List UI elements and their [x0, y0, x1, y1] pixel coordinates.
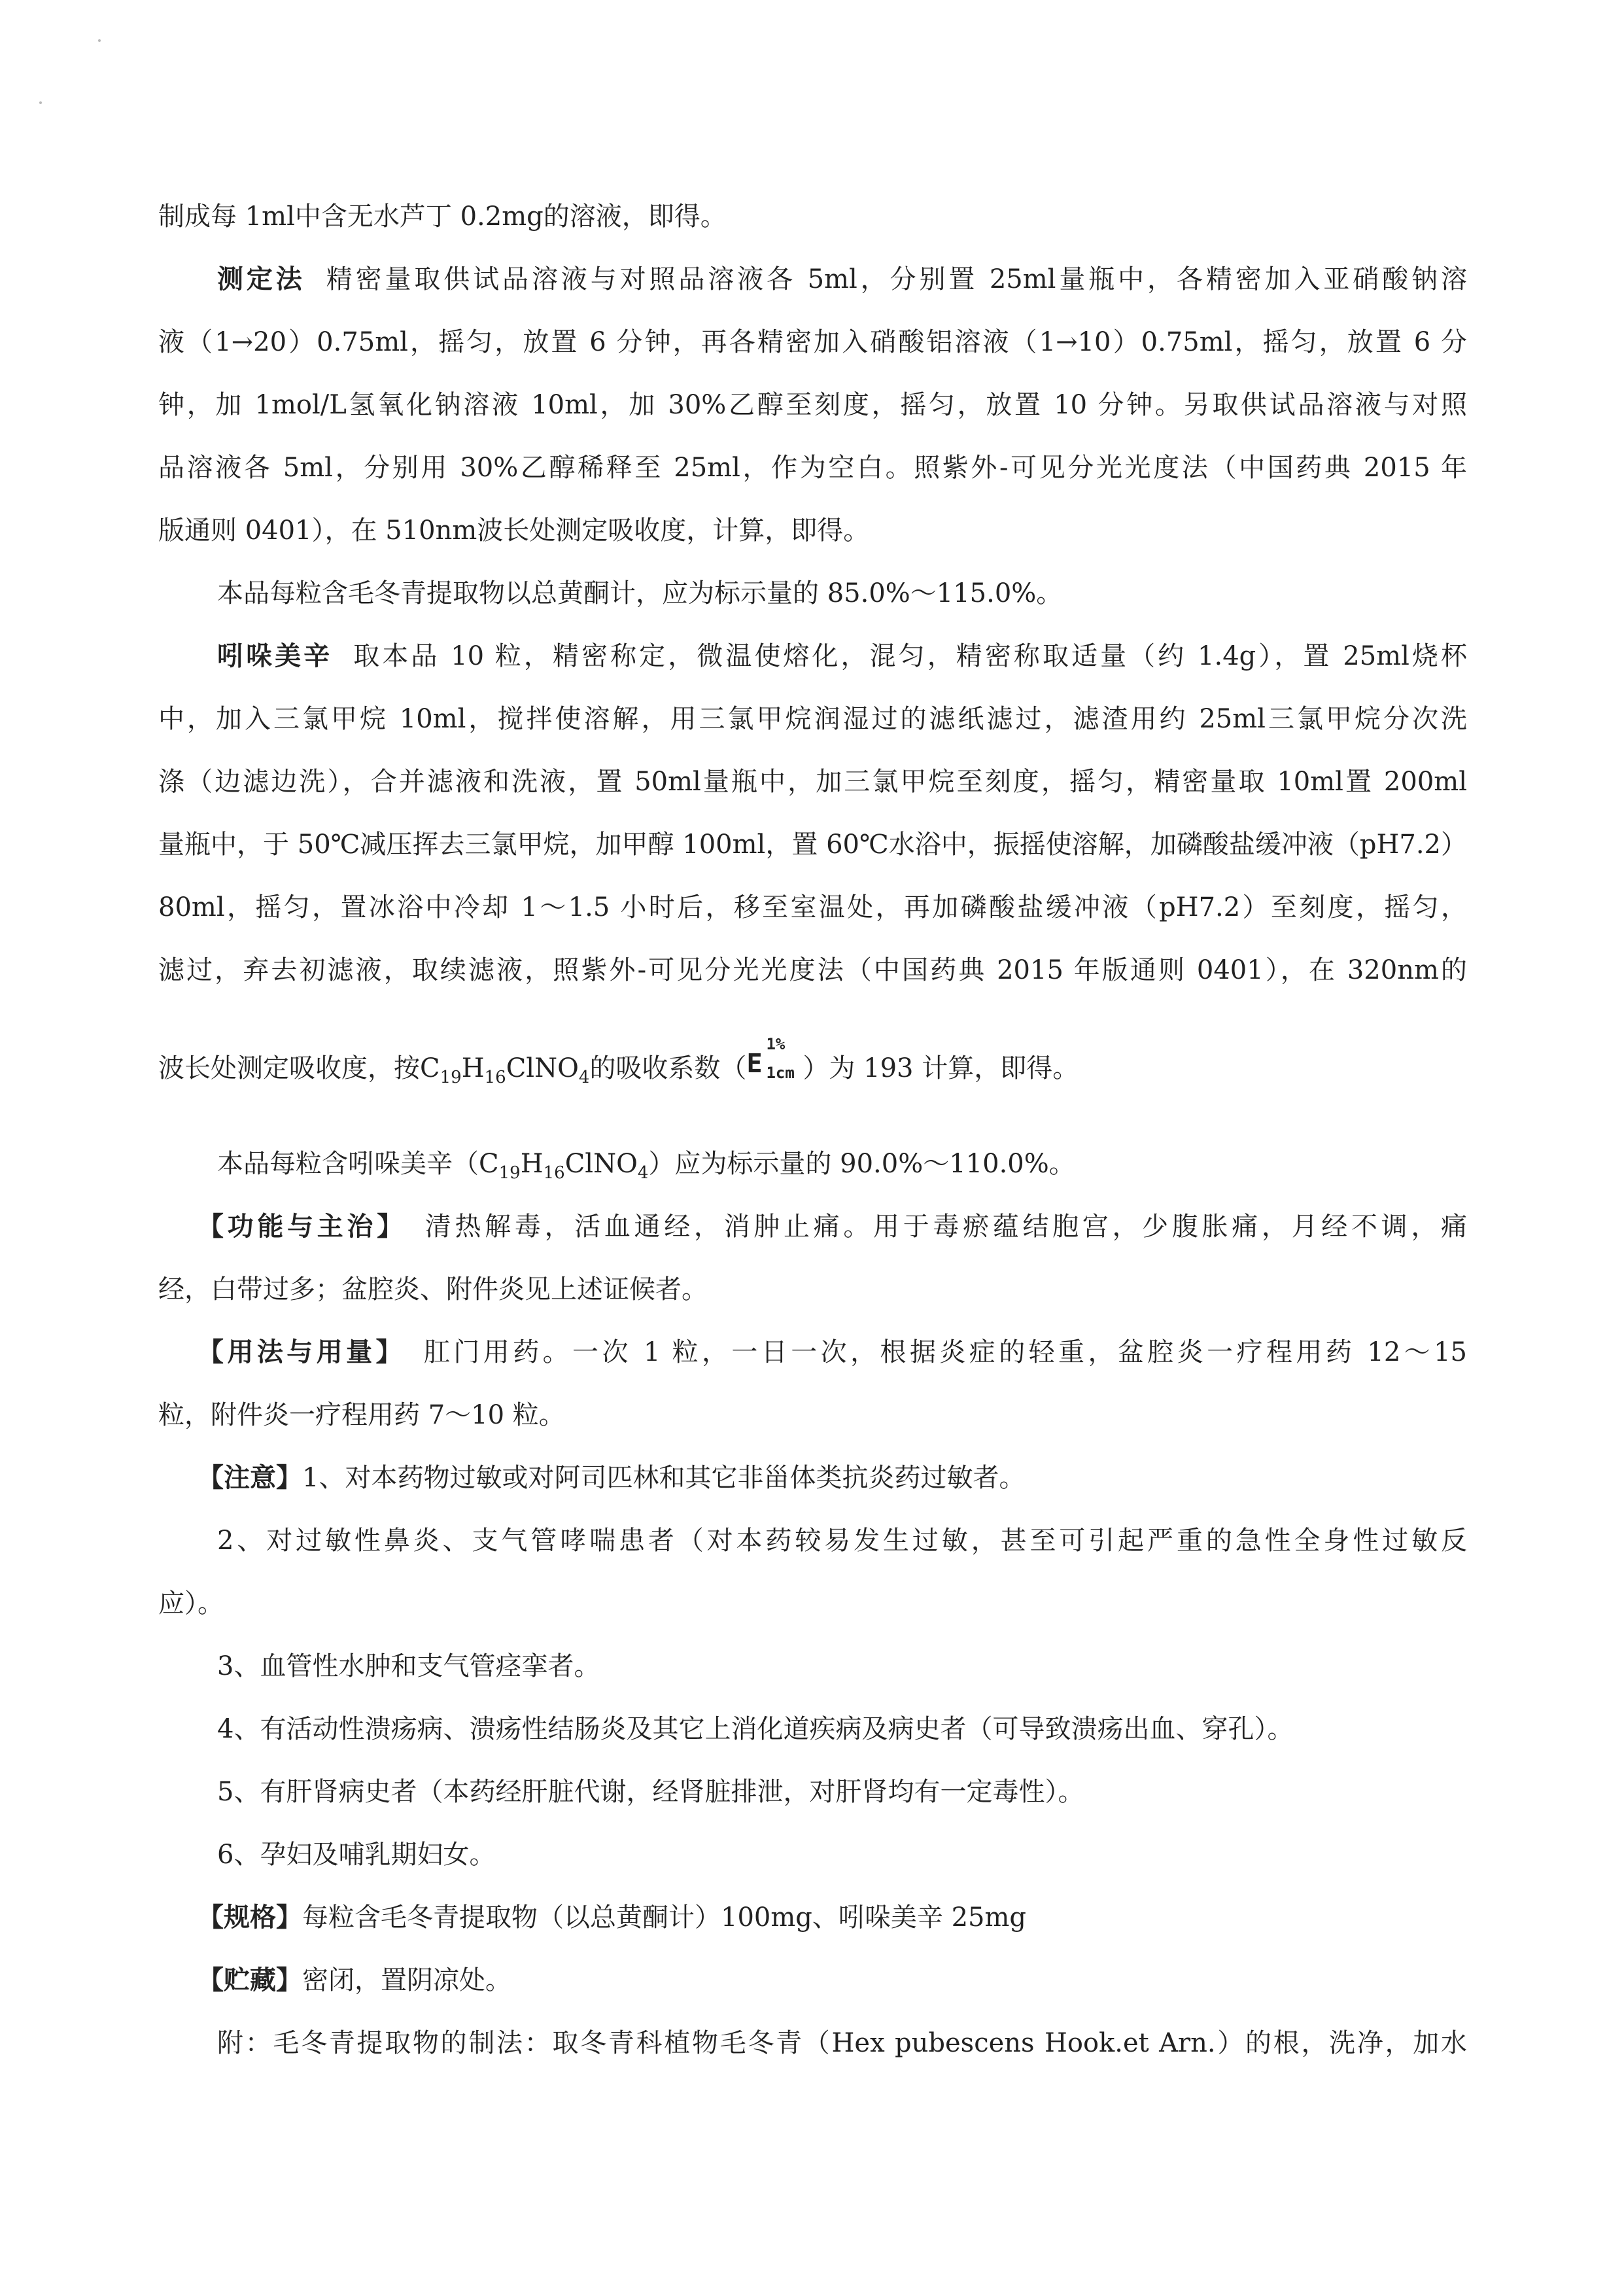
coefficient-letter: E: [746, 1049, 763, 1079]
absorption-coefficient-symbol: [746, 1035, 803, 1082]
section-heading-assay: 测定法: [217, 264, 305, 294]
formula-subscript: 16: [543, 1163, 565, 1183]
section-heading-storage: 【贮藏】: [198, 1965, 302, 1995]
text-run: 取本品 10 粒，精密称定，微温使熔化，混匀，精密称取适量（约 1.4g），置 25ml烧杯: [353, 641, 1467, 671]
text-line: [158, 1886, 1026, 1949]
section-heading-precautions: 【注意】: [198, 1463, 302, 1493]
scan-speck: [98, 39, 101, 42]
text-run: H: [520, 1149, 544, 1179]
section-heading-indications: 【功能与主治】: [198, 1212, 407, 1242]
text-line: 应）。: [158, 1588, 224, 1619]
section-heading-dosage: 【用法与用量】: [198, 1337, 406, 1367]
text-run: 每粒含毛冬青提取物（以总黄酮计）100mg、吲哚美辛 25mg: [302, 1902, 1027, 1933]
text-line: 3、血管性水肿和支气管痉挛者。: [217, 1651, 600, 1681]
text-line: 本品每粒含毛冬青提取物以总黄酮计，应为标示量的 85.0%～115.0%。: [217, 578, 1063, 608]
text-run: H: [461, 1053, 485, 1083]
text-line: [158, 248, 1467, 311]
text-run: ClNO: [506, 1053, 579, 1083]
text-run: 的吸收系数（: [589, 1053, 747, 1083]
text-line: [158, 1446, 1025, 1509]
text-run: 精密量取供试品溶液与对照品溶液各 5ml，分别置 25ml量瓶中，各精密加入亚硝酸钠溶: [326, 264, 1467, 294]
text-run: 本品每粒含吲哚美辛（C: [217, 1149, 499, 1179]
text-run: ClNO: [564, 1149, 638, 1179]
formula-subscript: 4: [578, 1068, 590, 1087]
text-line: 滤过，弃去初滤液，取续滤液，照紫外-可见分光光度法（中国药典 2015 年版通则 0401），在 320nm的: [158, 955, 1467, 985]
text-line: 2、对过敏性鼻炎、支气管哮喘患者（对本药较易发生过敏，甚至可引起严重的急性全身性过敏反: [217, 1526, 1467, 1556]
text-line: 80ml，摇匀，置冰浴中冷却 1～1.5 小时后，移至室温处，再加磷酸盐缓冲液（pH7.2）至刻度，摇匀，: [158, 892, 1467, 922]
text-line: 经，白带过多；盆腔炎、附件炎见上述证候者。: [158, 1274, 708, 1305]
text-line: [158, 1949, 511, 2012]
text-run: 波长处测定吸收度，按C: [158, 1053, 440, 1083]
text-line: 附：毛冬青提取物的制法：取冬青科植物毛冬青（Hex pubescens Hook.et Arn.）的根，洗净，加水: [217, 2028, 1467, 2058]
text-line: 涤（边滤边洗），合并滤液和洗液，置 50ml量瓶中，加三氯甲烷至刻度，摇匀，精密量取 10ml置 200ml: [158, 767, 1467, 797]
formula-subscript: 16: [484, 1068, 506, 1087]
text-line: 液（1→20）0.75ml，摇匀，放置 6 分钟，再各精密加入硝酸铝溶液（1→10）0.75ml，摇匀，放置 6 分: [158, 327, 1467, 357]
text-run: 肛门用药。一次 1 粒，一日一次，根据炎症的轻重，盆腔炎一疗程用药 12～15: [423, 1337, 1468, 1367]
text-run: ）应为标示量的 90.0%～110.0%。: [648, 1149, 1075, 1179]
text-line: 品溶液各 5ml，分别用 30%乙醇稀释至 25ml，作为空白。照紫外-可见分光光度法（中国药典 2015 年: [158, 453, 1467, 483]
text-line: 钟，加 1mol/L氢氧化钠溶液 10ml，加 30%乙醇至刻度，摇匀，放置 10 分钟。另取供试品溶液与对照: [158, 390, 1467, 420]
text-line: [217, 1132, 1075, 1195]
text-line: 版通则 0401），在 510nm波长处测定吸收度，计算，即得。: [158, 516, 870, 546]
text-run: 1、对本药物过敏或对阿司匹林和其它非甾体类抗炎药过敏者。: [302, 1463, 1026, 1493]
text-line: 5、有肝肾病史者（本药经肝脏代谢，经肾脏排泄，对肝肾均有一定毒性）。: [217, 1777, 1084, 1807]
formula-subscript: 4: [637, 1163, 649, 1183]
section-heading-specification: 【规格】: [198, 1902, 302, 1933]
section-heading-indometacin: 吲哚美辛: [217, 641, 333, 671]
text-run: 清热解毒，活血通经，消肿止痛。用于毒瘀蕴结胞宫，少腹胀痛，月经不调，痛: [424, 1212, 1467, 1242]
formula-subscript: 19: [440, 1068, 462, 1087]
text-run: 密闭，置阴凉处。: [302, 1965, 511, 1995]
formula-subscript: 19: [498, 1163, 521, 1183]
text-line: 制成每 1ml中含无水芦丁 0.2mg的溶液，即得。: [158, 201, 727, 232]
text-line: [158, 1037, 1079, 1100]
coefficient-subscript: 1cm: [766, 1064, 795, 1082]
text-line: 4、有活动性溃疡病、溃疡性结肠炎及其它上消化道疾病及病史者（可导致溃疡出血、穿孔）。: [217, 1714, 1294, 1744]
text-line: [158, 1321, 1467, 1384]
text-line: [158, 625, 1467, 688]
coefficient-superscript: 1%: [766, 1035, 786, 1053]
text-run: ）为 193 计算，即得。: [803, 1053, 1079, 1083]
text-line: 量瓶中，于 50℃减压挥去三氯甲烷，加甲醇 100ml，置 60℃水浴中，振摇使溶解，加磷酸盐缓冲液（pH7.2）: [158, 830, 1467, 860]
text-line: 中，加入三氯甲烷 10ml，搅拌使溶解，用三氯甲烷润湿过的滤纸滤过，滤渣用约 25ml三氯甲烷分次洗: [158, 704, 1467, 734]
scan-speck: [39, 101, 42, 104]
text-line: [158, 1195, 1467, 1258]
text-line: 粒，附件炎一疗程用药 7～10 粒。: [158, 1400, 565, 1430]
text-line: 6、孕妇及哺乳期妇女。: [217, 1840, 496, 1870]
